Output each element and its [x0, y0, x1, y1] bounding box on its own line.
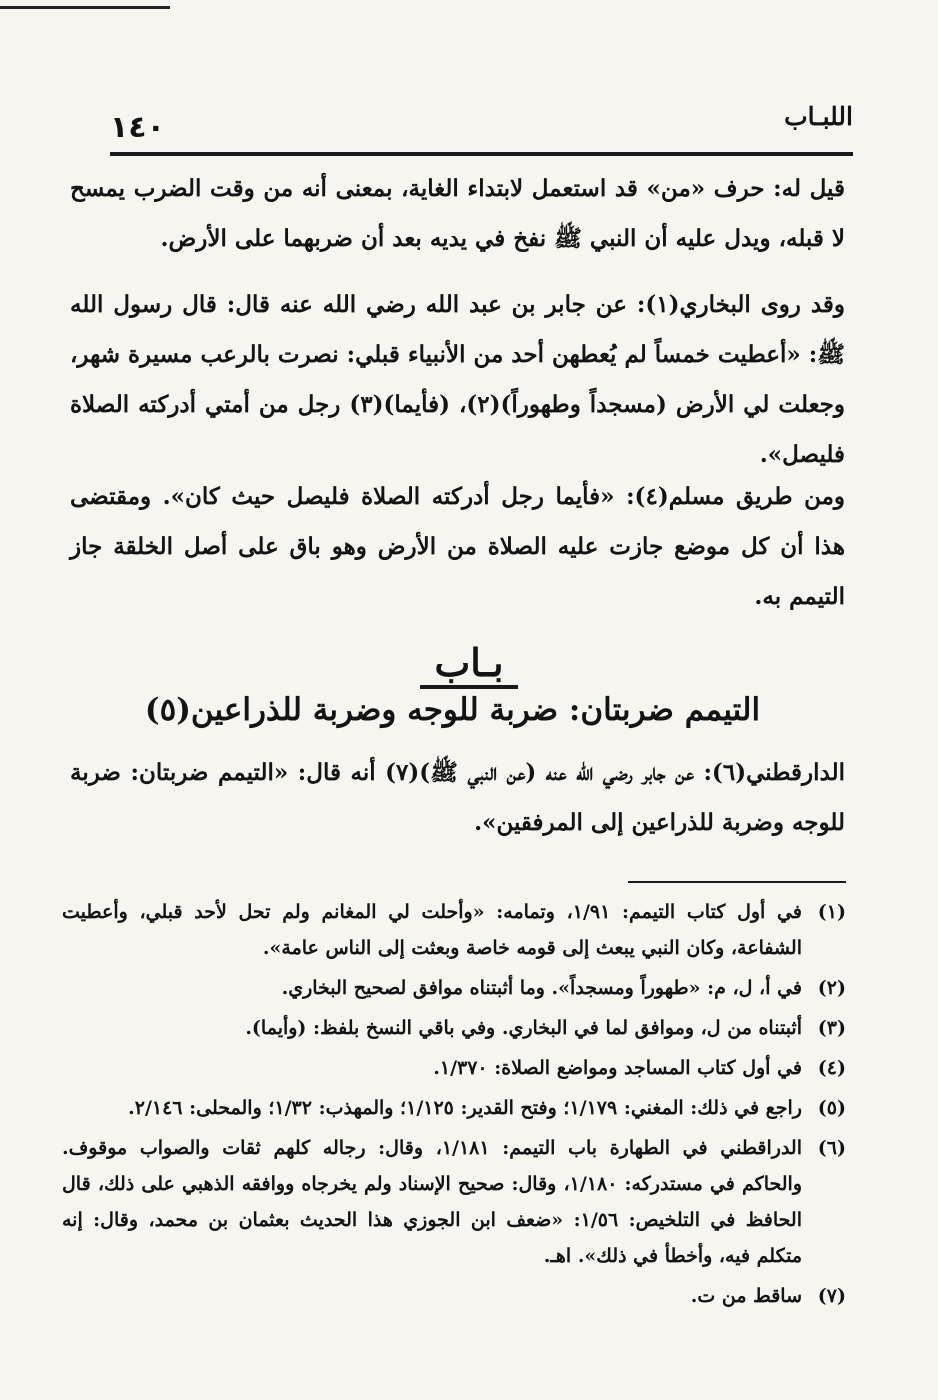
- footnote-5: [62, 1090, 846, 1126]
- footnote-number: (٤): [817, 1057, 846, 1079]
- footnote-text: راجع في ذلك: المغني: ١/١٧٩؛ وفتح القدير: ١/١٢٥؛ والمهذب: ١/٣٢؛ والمحلى: ٢/١٤٦.: [128, 1097, 802, 1119]
- chapter-title: التيمم ضربتان: ضربة للوجه وضربة للذراعين(٥): [144, 692, 761, 728]
- top-edge-line: [0, 6, 170, 9]
- chapter-label: [0, 640, 938, 685]
- footnote-2: [62, 970, 846, 1006]
- footnote-text: في أول كتاب التيمم: ١/٩١، وتمامه: «وأحلت لي المغانم ولم تحل لأحد قبلي، وأعطيت الشفاعة، وكان النبي يبعث إلى قومه خاصة وبعثت إلى الناس عامة».: [62, 901, 802, 959]
- footnote-number: (١): [817, 901, 846, 923]
- running-title: اللبـاب: [784, 102, 853, 131]
- paragraph-3: ومن طريق مسلم(٤): «فأيما رجل أدركته الصلاة فليصل حيث كان». ومقتضى هذا أن كل موضع جازت عليه الصلاة من الأرض وهو باق على أصل الخلقة جاز التيمم به.: [70, 483, 846, 610]
- footnote-3: [62, 1010, 846, 1046]
- footnote-4: [62, 1050, 846, 1086]
- footnote-text: في أ، ل، م: «طهوراً ومسجداً». وما أثبتناه موافق لصحيح البخاري.: [281, 977, 802, 999]
- footnote-number: (٣): [817, 1017, 846, 1039]
- footnote-number: (٦): [817, 1137, 846, 1159]
- footnote-text: الدراقطني في الطهارة باب التيمم: ١/١٨١، وقال: رجاله كلهم ثقات والصواب موقوف. والحاكم في مستدركه: ١/١٨٠، وقال: صحيح الإسناد ولم يخرجاه ووافقه الذهبي على ذلك، قال الحافظ في التلخيص: ١/٥٦: «ضعف ابن الجوزي هذا الحديث بعثمان بن محمد، وقال: إنه متكلم فيه، وأخطأ في ذلك». اهـ.: [62, 1137, 802, 1267]
- footnote-number: (٢): [817, 977, 846, 999]
- footnotes-list: [62, 894, 846, 1318]
- footnote-7: [62, 1278, 846, 1314]
- footnote-separator: [628, 881, 846, 883]
- footnote-text: في أول كتاب المساجد ومواضع الصلاة: ١/٣٧٠.: [433, 1057, 802, 1079]
- footnote-number: (٧): [817, 1285, 846, 1307]
- paragraph-2: وقد روى البخاري(١): عن جابر بن عبد الله رضي الله عنه قال: قال رسول الله ﷺ: «أعطيت خمساً لم يُعطهن أحد من الأنبياء قبلي: نصرت بالرعب مسيرة شهر، وجعلت لي الأرض (مسجداً وطهوراً)(٢)، (فأيما)(٣) رجل من أمتي أدركته الصلاة فليصل».: [69, 291, 846, 468]
- footnote-1: [62, 894, 846, 966]
- footnote-text: أثبتناه من ل، وموافق لما في البخاري. وفي باقي النسخ بلفظ: (وأيما).: [245, 1017, 802, 1039]
- chapter-label-text: بـاب: [420, 640, 517, 689]
- footnote-6: [62, 1130, 846, 1274]
- footnote-number: (٥): [817, 1097, 846, 1119]
- paragraph-4: الدارقطني(٦): عن جابر رضي الله عنه (عن النبي ﷺ)(٧) أنه قال: «التيمم ضربتان: ضربة للوجه وضربة للذراعين إلى المرفقين».: [70, 759, 846, 836]
- page-number: ١٤٠: [110, 110, 165, 145]
- paragraph-1: قيل له: حرف «من» قد استعمل لابتداء الغاية، بمعنى أنه من وقت الضرب يمسح لا قبله، ويدل عليه أن النبي ﷺ نفخ في يديه بعد أن ضربهما على الأرض.: [70, 175, 845, 252]
- page-header: [110, 96, 853, 156]
- footnote-text: ساقط من ت.: [690, 1285, 802, 1307]
